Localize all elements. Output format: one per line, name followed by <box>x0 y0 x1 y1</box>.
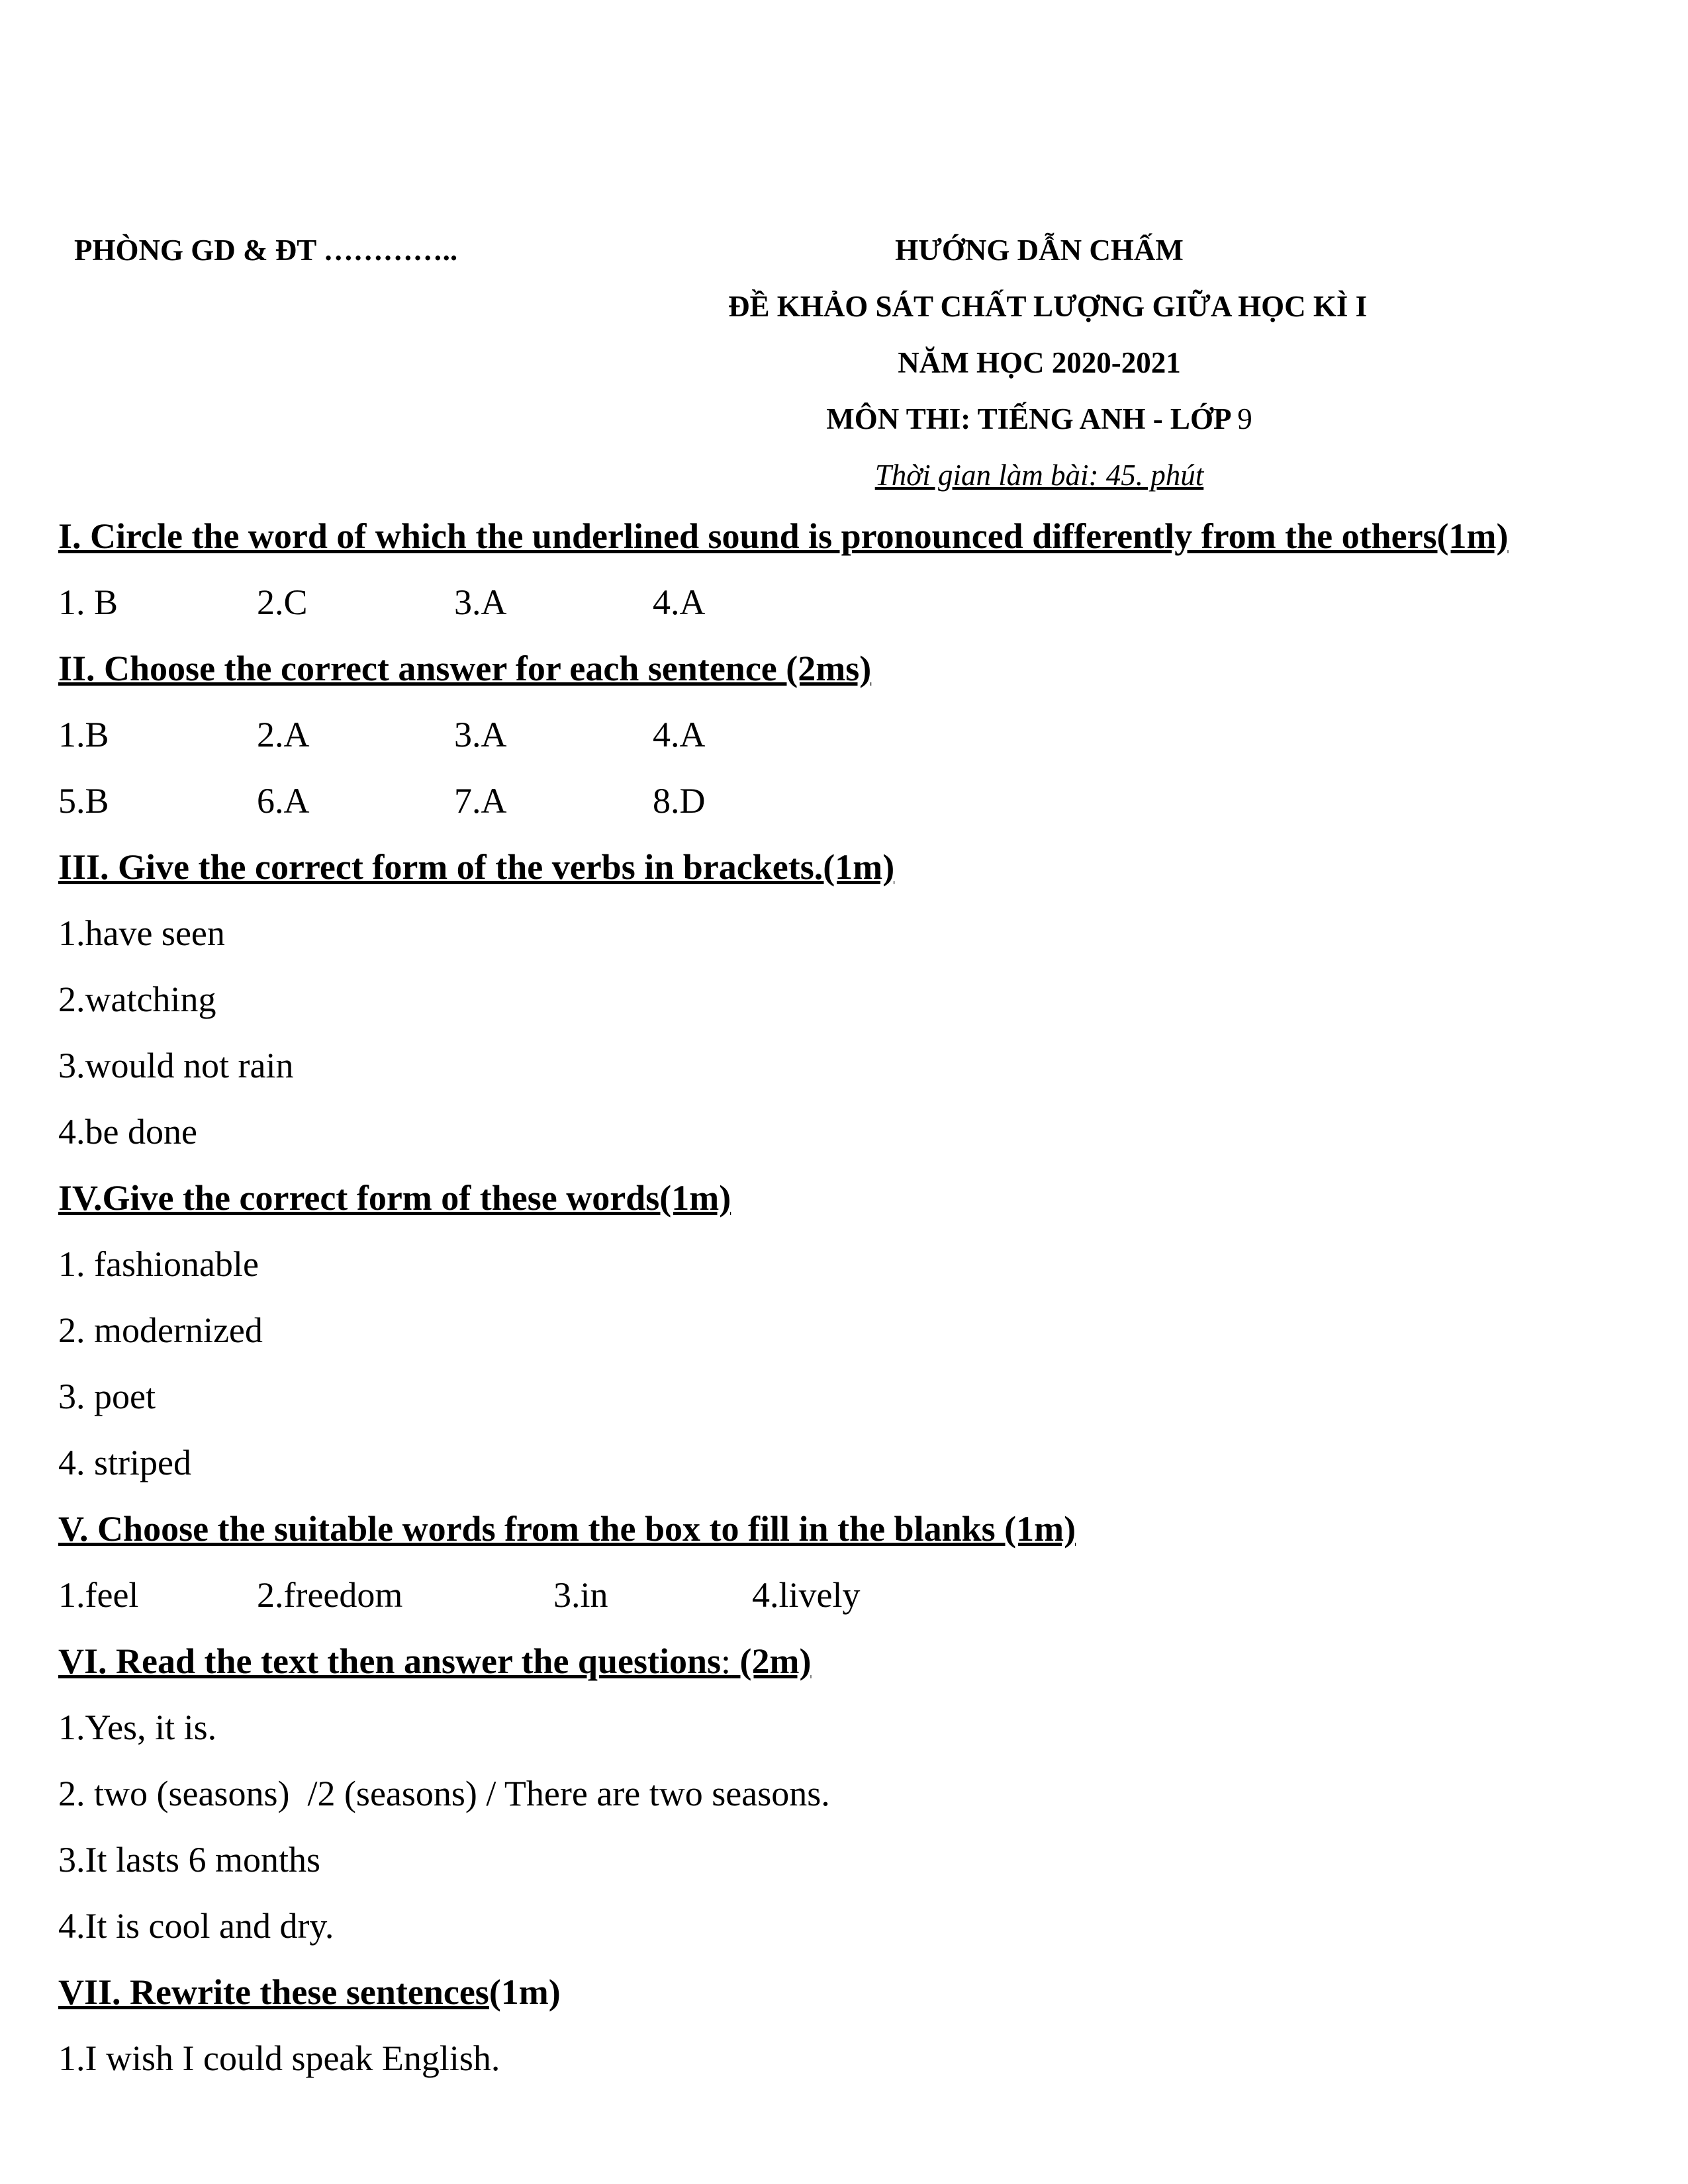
answer: 2.freedom <box>257 1575 403 1615</box>
section-4-title: IV.Give the correct form of these words(1m) <box>58 1178 731 1218</box>
answer: 1. fashionable <box>58 1244 259 1284</box>
answer: 3.It lasts 6 months <box>58 1840 321 1880</box>
answer: 3.A <box>454 715 507 754</box>
answer: 3.A <box>454 582 507 622</box>
grade-number: 9 <box>1237 402 1252 435</box>
section-1-title: I. Circle the word of which the underlined sound is pronounced differently from the others(1m) <box>58 516 1509 556</box>
section-6-title <box>58 1640 811 1682</box>
section-7-title <box>58 1971 561 2013</box>
section-7-title-main: VII. Rewrite these sentences <box>58 1972 489 2012</box>
answer: 1.Yes, it is. <box>58 1707 217 1747</box>
section-6-title-colon: : <box>721 1641 731 1681</box>
section-6-title-points: (2m) <box>731 1641 812 1681</box>
answer: 1.have seen <box>58 913 225 953</box>
time-allowed <box>728 457 1350 501</box>
answer: 2. two (seasons) /2 (seasons) / There are two seasons. <box>58 1774 830 1813</box>
answer: 1.B <box>58 715 109 754</box>
subject-label: MÔN THI: TIẾNG ANH - LỚP <box>826 402 1238 435</box>
answer: 4.A <box>653 582 706 622</box>
time-text: Thời gian làm bài: 45. phút <box>874 459 1204 492</box>
answer: 8.D <box>653 781 706 821</box>
section-5-title: V. Choose the suitable words from the box to fill in the blanks (1m) <box>58 1509 1076 1549</box>
answer: 6.A <box>257 781 310 821</box>
answer: 2.A <box>257 715 310 754</box>
subject-line <box>728 400 1350 437</box>
answer: 1.feel <box>58 1575 139 1615</box>
answer: 4.lively <box>752 1575 861 1615</box>
answer: 5.B <box>58 781 109 821</box>
document-title: HƯỚNG DẪN CHẤM <box>895 234 1184 267</box>
section-6-title-main: VI. Read the text then answer the questions <box>58 1641 722 1681</box>
answer: 2.C <box>257 582 308 622</box>
answer: 2.watching <box>58 979 216 1019</box>
answer: 3.in <box>553 1575 608 1615</box>
section-7-title-points: (1m) <box>489 1972 561 2012</box>
answer: 4.It is cool and dry. <box>58 1906 334 1946</box>
answer: 4.A <box>653 715 706 754</box>
section-3-title: III. Give the correct form of the verbs in brackets.(1m) <box>58 847 895 887</box>
answer: 1.I wish I could speak English. <box>58 2038 500 2078</box>
answer: 3.would not rain <box>58 1046 294 1085</box>
school-year: NĂM HỌC 2020-2021 <box>898 346 1181 379</box>
answer: 1. B <box>58 582 118 622</box>
answer: 4.be done <box>58 1112 197 1152</box>
section-2-title: II. Choose the correct answer for each sentence (2ms) <box>58 649 872 688</box>
education-office: PHÒNG GD & ĐT ………….. <box>74 234 458 267</box>
answer: 7.A <box>454 781 507 821</box>
answer: 3. poet <box>58 1377 156 1416</box>
document-subtitle: ĐỀ KHẢO SÁT CHẤT LƯỢNG GIỮA HỌC KÌ I <box>728 290 1368 323</box>
answer: 4. striped <box>58 1443 191 1482</box>
answer: 2. modernized <box>58 1310 263 1350</box>
